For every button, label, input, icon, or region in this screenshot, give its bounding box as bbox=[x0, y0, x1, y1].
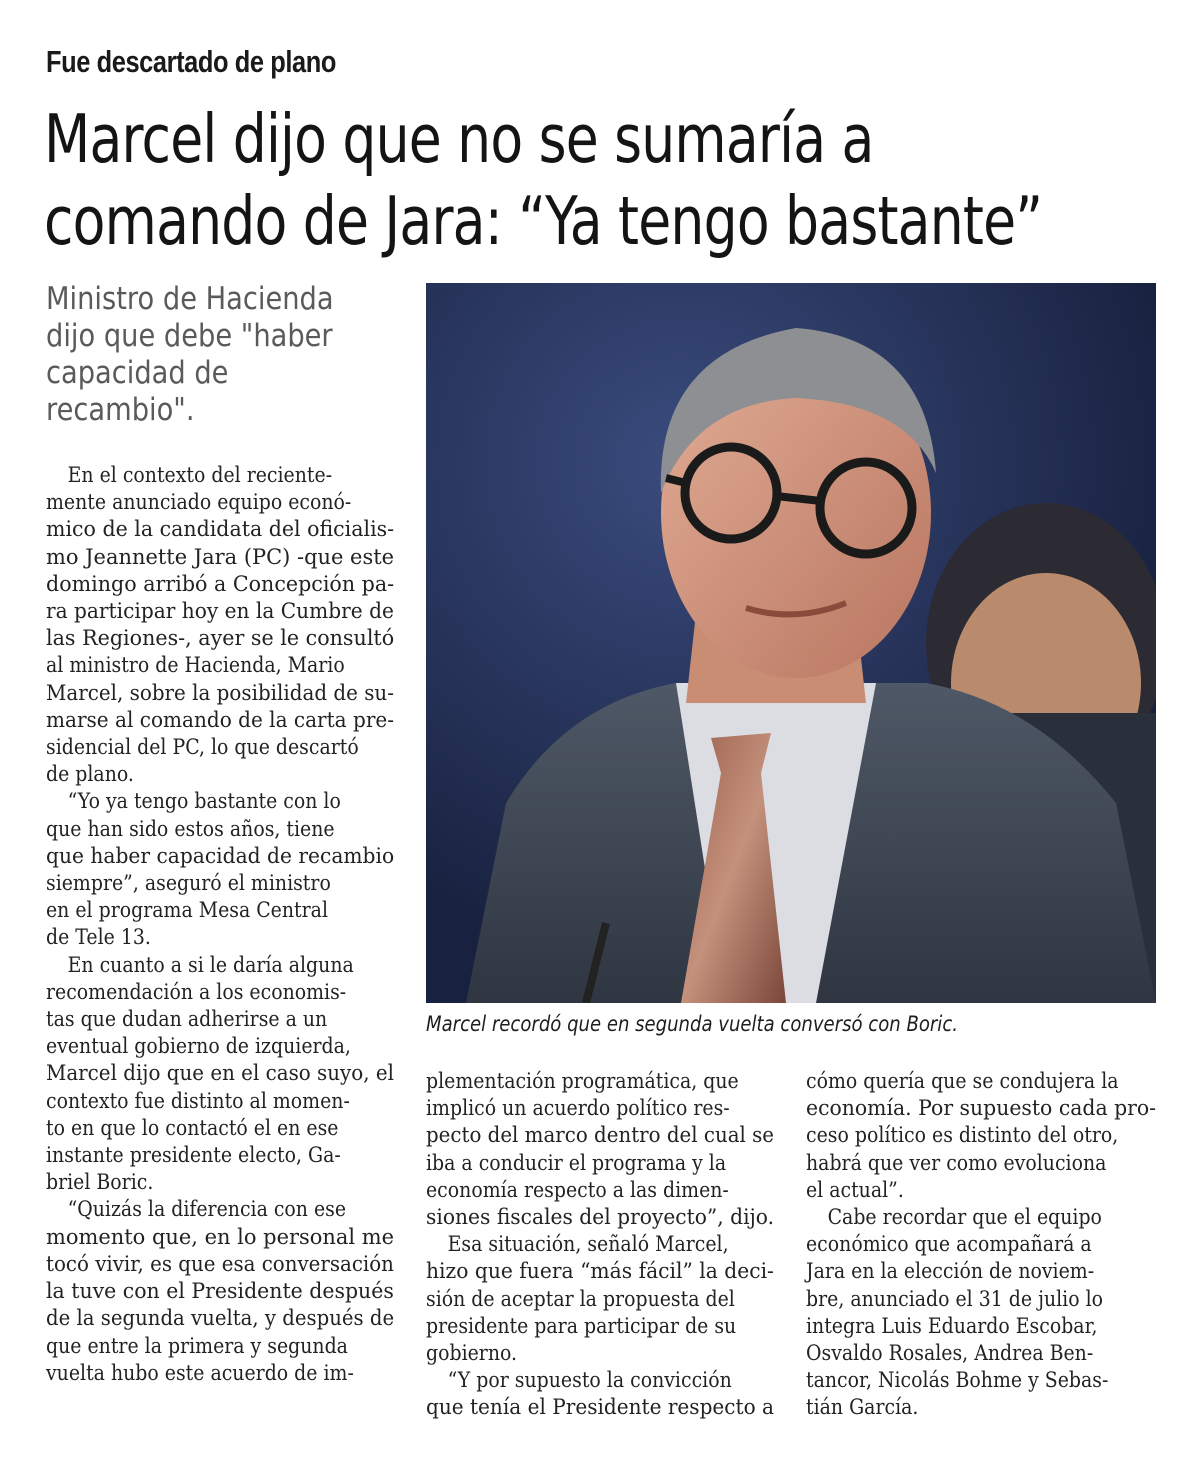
body-text-line: que tenía el Presidente respecto a bbox=[426, 1395, 774, 1420]
body-text-line: briel Boric. bbox=[46, 1170, 154, 1195]
deck-line-2: dijo que debe "haber bbox=[46, 318, 333, 354]
kicker: Fue descartado de plano bbox=[46, 44, 337, 79]
body-text-line: gobierno. bbox=[426, 1341, 518, 1366]
body-text-line: mo Jeannette Jara (PC) -que este bbox=[46, 544, 395, 569]
body-text-line: sión de aceptar la propuesta del bbox=[426, 1286, 735, 1311]
body-text-line: Osvaldo Rosales, Andrea Ben- bbox=[806, 1341, 1094, 1366]
body-column-1 bbox=[46, 462, 418, 1387]
deck-line-4: recambio". bbox=[46, 392, 195, 428]
deck-line-1: Ministro de Hacienda bbox=[46, 281, 334, 317]
body-text-line: integra Luis Eduardo Escobar, bbox=[806, 1313, 1098, 1338]
body-text-line: siempre”, aseguró el ministro bbox=[46, 871, 331, 896]
body-text-line: presidente para participar de su bbox=[426, 1313, 737, 1338]
body-text-line: contexto fue distinto al momen- bbox=[46, 1088, 350, 1113]
body-text-line: tián García. bbox=[806, 1395, 919, 1420]
body-text-line: Esa situación, señaló Marcel, bbox=[447, 1232, 729, 1257]
headline-line-2: comando de Jara: “Ya tengo bastante” bbox=[44, 182, 1043, 260]
news-photo bbox=[426, 283, 1156, 1003]
body-column-2 bbox=[426, 1068, 795, 1422]
body-text-line: “Yo ya tengo bastante con lo bbox=[67, 789, 341, 814]
body-text-line: “Quizás la diferencia con ese bbox=[67, 1197, 347, 1222]
body-text-line: eventual gobierno de izquierda, bbox=[46, 1034, 351, 1059]
body-text-line: la tuve con el Presidente después bbox=[46, 1279, 394, 1304]
body-text-line: Cabe recordar que el equipo bbox=[827, 1205, 1102, 1230]
body-text-line: bre, anunciado el 31 de julio lo bbox=[806, 1286, 1104, 1311]
body-text-line: implicó un acuerdo político res- bbox=[426, 1096, 730, 1121]
body-text-line: de Tele 13. bbox=[46, 925, 151, 950]
body-text-line: domingo arribó a Concepción pa- bbox=[46, 571, 395, 596]
body-text-line: que entre la primera y segunda bbox=[46, 1333, 348, 1358]
body-text-line: tocó vivir, es que esa conversación bbox=[46, 1251, 394, 1276]
body-text-line: ra participar hoy en la Cumbre de bbox=[46, 599, 394, 624]
body-text-line: en el programa Mesa Central bbox=[46, 898, 328, 923]
body-text-line: iba a conducir el programa y la bbox=[426, 1150, 727, 1175]
body-text-line: to en que lo contactó el en ese bbox=[46, 1115, 339, 1140]
body-text-line: el actual”. bbox=[806, 1177, 904, 1202]
body-text-line: momento que, en lo personal me bbox=[46, 1224, 395, 1249]
body-text-line: siones fiscales del proyecto”, dijo. bbox=[426, 1205, 775, 1230]
body-text-line: “Y por supuesto la convicción bbox=[447, 1368, 732, 1393]
body-text-line: economía. Por supuesto cada pro- bbox=[806, 1096, 1157, 1121]
body-text-line: mico de la candidata del oficialis- bbox=[46, 517, 395, 542]
deck-line-3: capacidad de bbox=[46, 355, 229, 391]
body-text-line: económico que acompañará a bbox=[806, 1232, 1092, 1257]
photo-illustration bbox=[426, 283, 1156, 1003]
body-text-line: de plano. bbox=[46, 762, 134, 787]
headline bbox=[44, 98, 1084, 262]
body-text-line: Marcel dijo que en el caso suyo, el bbox=[46, 1061, 394, 1086]
body-text-line: cómo quería que se condujera la bbox=[806, 1069, 1119, 1093]
body-text-line: En el contexto del reciente- bbox=[67, 463, 333, 487]
body-text-line: Jara en la elección de noviem- bbox=[806, 1259, 1095, 1284]
body-text-line: recomendación a los economis- bbox=[46, 979, 347, 1004]
body-text-line: que haber capacidad de recambio bbox=[46, 843, 395, 868]
body-text-line: pecto del marco dentro del cual se bbox=[426, 1123, 775, 1148]
body-text-line: ceso político es distinto del otro, bbox=[806, 1123, 1119, 1148]
body-text-line: Marcel, sobre la posibilidad de su- bbox=[46, 680, 394, 705]
body-text-line: las Regiones-, ayer se le consultó bbox=[46, 626, 395, 651]
body-text-line: de la segunda vuelta, y después de bbox=[46, 1306, 395, 1331]
body-text-line: vuelta hubo este acuerdo de im- bbox=[46, 1360, 354, 1385]
body-text-line: instante presidente electo, Ga- bbox=[46, 1143, 341, 1168]
body-text-line: mente anunciado equipo econó- bbox=[46, 490, 352, 515]
body-text-line: marse al comando de la carta pre- bbox=[46, 707, 395, 732]
body-text-line: que han sido estos años, tiene bbox=[46, 816, 335, 841]
body-text-line: sidencial del PC, lo que descartó bbox=[46, 735, 359, 760]
body-text-line: tancor, Nicolás Bohme y Sebas- bbox=[806, 1368, 1109, 1393]
photo-caption: Marcel recordó que en segunda vuelta conversó con Boric. bbox=[426, 1012, 959, 1036]
body-text-line: al ministro de Hacienda, Mario bbox=[46, 653, 345, 678]
deck bbox=[46, 281, 416, 429]
headline-line-1: Marcel dijo que no se sumaría a bbox=[44, 100, 874, 178]
body-text-line: plementación programática, que bbox=[426, 1069, 739, 1093]
body-text-line: En cuanto a si le daría alguna bbox=[67, 952, 354, 977]
body-text-line: economía respecto a las dimen- bbox=[426, 1177, 729, 1202]
body-text-line: tas que dudan adherirse a un bbox=[46, 1007, 328, 1032]
body-text-line: hizo que fuera “más fácil” la deci- bbox=[426, 1259, 774, 1284]
body-column-3 bbox=[806, 1068, 1167, 1422]
body-text-line: habrá que ver como evoluciona bbox=[806, 1150, 1107, 1175]
